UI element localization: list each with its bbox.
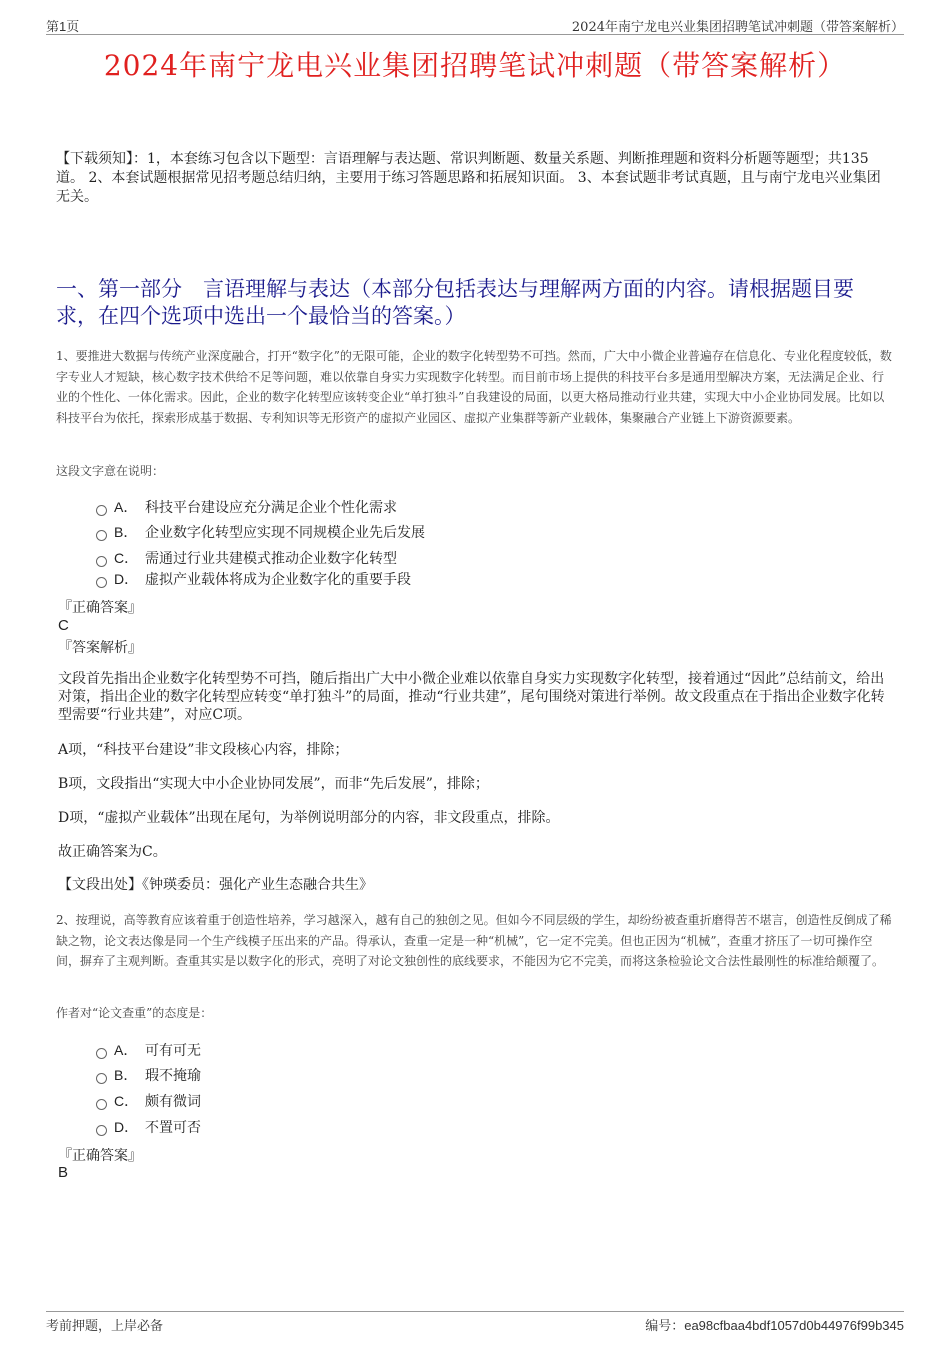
q1-option-b[interactable]: B． 企业数字化转型应实现不同规模企业先后发展 <box>96 522 425 542</box>
q1-analysis: 文段首先指出企业数字化转型势不可挡，随后指出广大中小微企业难以依靠自身实力实现数字化转型，接着通过“因此”总结前文，给出对策，指出企业的数字化转型应转变“单打独斗”的局面，推动“行业共建”，尾句围绕对策进行举例。故文段重点在于指出企业数字化转型需要“行业共建”，对应C项。 <box>58 671 885 723</box>
question-2-stem: 2、按理说，高等教育应该着重于创造性培养，学习越深入，越有自己的独创之见。但如今不同层级的学生，却纷纷被查重折磨得苦不堪言，创造性反倒成了稀缺之物，论文表达像是同一个生产线模子压出来的产品。得承认，查重一定是一种“机械”，它一定不完美。但也正因为“机械”，查重才挤压了一切可操作空间，摒弃了主观判断。查重其实是以数字化的形式，亮明了对论文独创性的底线要求，不能因为它不完美，而将这条检验论文合法性最刚性的标准给颠覆了。 <box>56 913 892 968</box>
q2-option-b[interactable]: B． 瑕不掩瑜 <box>96 1065 201 1085</box>
radio-icon[interactable] <box>96 577 107 588</box>
radio-icon[interactable] <box>96 1048 107 1059</box>
page-footer <box>46 1311 904 1332</box>
q2-answer: B <box>58 1164 69 1181</box>
header-doc-title: 2024年南宁龙电兴业集团招聘笔试冲刺题（带答案解析） <box>571 20 904 35</box>
page-header <box>46 14 904 35</box>
q1-analysis-a: A项，“科技平台建设”非文段核心内容，排除； <box>58 742 349 758</box>
q2-option-c[interactable]: C． 颇有微词 <box>96 1091 201 1111</box>
question-1-stem: 1、要推进大数据与传统产业深度融合，打开“数字化”的无限可能，企业的数字化转型势不可挡。然而，广大中小微企业普遍存在信息化、专业化程度较低，数字专业人才短缺，核心数字技术供给不足等问题，难以依靠自身实力实现数字化转型。而目前市场上提供的科技平台多是通用型解决方案，无法满足企业、行业的个性化、一体化需求。因此，企业的数字化转型应该转变企业“单打独斗”自我建设的局面，以更大格局推动行业共建，实现大中小企业协同发展。比如以科技平台为依托，探索形成基于数据、专利知识等无形资产的虚拟产业园区、虚拟产业集群等新产业载体，集聚融合产业链上下游资源要素。 <box>56 349 892 425</box>
question-1-prompt: 这段文字意在说明： <box>56 464 165 478</box>
question-2-prompt: 作者对“论文查重”的态度是： <box>56 1006 213 1020</box>
q1-option-d[interactable]: D． 虚拟产业载体将成为企业数字化的重要手段 <box>96 569 411 589</box>
q1-source: 【文段出处】《钟瑛委员：强化产业生态融合共生》 <box>58 877 373 893</box>
radio-icon[interactable] <box>96 1125 107 1136</box>
radio-icon[interactable] <box>96 1073 107 1084</box>
q2-option-d[interactable]: D． 不置可否 <box>96 1117 201 1137</box>
q1-analysis-d: D项，“虚拟产业载体”出现在尾句，为举例说明部分的内容，非文段重点，排除。 <box>58 810 560 826</box>
radio-icon[interactable] <box>96 1099 107 1110</box>
footer-slogan: 考前押题，上岸必备 <box>46 1319 164 1334</box>
q1-answer-label: 『正确答案』 <box>58 600 142 616</box>
radio-icon[interactable] <box>96 530 107 541</box>
q1-option-c[interactable]: C． 需通过行业共建模式推动企业数字化转型 <box>96 548 397 568</box>
q1-answer: C <box>58 617 69 634</box>
document-title: 2024年南宁龙电兴业集团招聘笔试冲刺题（带答案解析） <box>103 49 847 82</box>
page-number: 第1页 <box>46 19 80 34</box>
q1-analysis-label: 『答案解析』 <box>58 640 142 656</box>
radio-icon[interactable] <box>96 556 107 567</box>
section-heading: 一、第一部分 言语理解与表达（本部分包括表达与理解两方面的内容。请根据题目要求，在四个选项中选出一个最恰当的答案。） <box>56 277 854 328</box>
q1-conclusion: 故正确答案为C。 <box>58 844 167 860</box>
q2-answer-label: 『正确答案』 <box>58 1148 142 1164</box>
footer-code: 编号：ea98cfbaa4bdf1057d0b44976f99b345 <box>645 1318 904 1334</box>
q1-option-a[interactable]: A． 科技平台建设应充分满足企业个性化需求 <box>96 497 397 517</box>
q1-analysis-b: B项，文段指出“实现大中小企业协同发展”，而非“先后发展”，排除； <box>58 776 489 792</box>
download-notice: 【下载须知】：1，本套练习包含以下题型：言语理解与表达题、常识判断题、数量关系题、判断推理题和资料分析题等题型；共135道。 2、本套试题根据常见招考题总结归纳，主要用于练习答题思路和拓展知识面。 3、本套试题非考试真题，且与南宁龙电兴业集团无关。 <box>56 151 881 205</box>
q2-option-a[interactable]: A． 可有可无 <box>96 1040 201 1060</box>
radio-icon[interactable] <box>96 505 107 516</box>
